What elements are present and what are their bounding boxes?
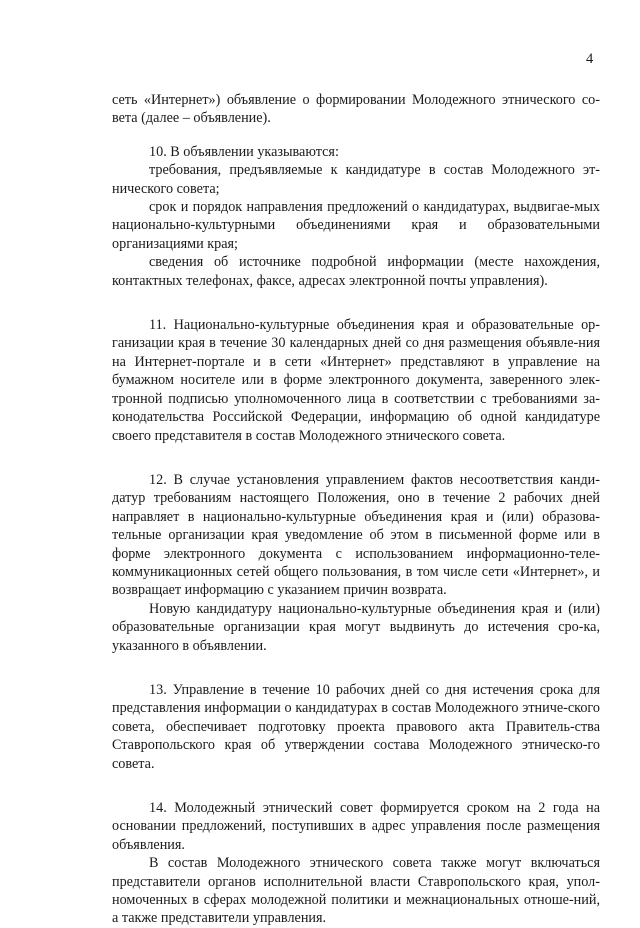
paragraph-10-deadline: срок и порядок направления предложений о кандидатурах, выдвигае-мых национально-культурными объединениями края и образовательными организациями края; bbox=[112, 199, 600, 252]
page-number: 4 bbox=[586, 51, 594, 67]
paragraph-14-composition: В состав Молодежного этнического совета также могут включаться представители органов исполнительной власти Ставропольского края, упол-номоченных в сферах молодежной политики и межнациональных отноше-ний, а также представители управления. bbox=[112, 855, 600, 927]
paragraph-14: 14. Молодежный этнический совет формируется сроком на 2 года на основании предложений, поступивших в адрес управления после размещения объявления. bbox=[112, 800, 600, 853]
document-body bbox=[112, 91, 600, 928]
paragraph-10-requirements: требования, предъявляемые к кандидатуре в состав Молодежного эт-нического совета; bbox=[112, 162, 600, 197]
paragraph-13: 13. Управление в течение 10 рабочих дней со дня истечения срока для представления информации о кандидатурах в состав Молодежного этниче-ского совета, обеспечивает подготовку проекта правового акта Правитель-ства Ставропольского края об утверждении состава Молодежного этническо-го совета. bbox=[112, 681, 600, 772]
paragraph-12-new-candidate: Новую кандидатуру национально-культурные объединения края и (или) образовательные организации края могут выдвинуть до истечения сро-ка, указанного в объявлении. bbox=[112, 600, 600, 654]
paragraph-10-heading: 10. В объявлении указываются: bbox=[149, 143, 339, 160]
paragraph-12: 12. В случае установления управлением фактов несоответствия канди-датур требованиям настоящего Положения, оно в течение 2 рабочих дней направляет в национально-культурные объединения края и (или) образова-тельные организации края уведомление об этом в письменной форме или в форме электронного документа с использованием информационно-теле-коммуникационных сетей общего пользования, в том числе сети «Интернет», и возвращает информацию с указанием причин возврата. bbox=[112, 471, 600, 599]
paragraph-11: 11. Национально-культурные объединения края и образовательные ор-ганизации края в течение 30 календарных дней со дня размещения объявле-ния на Интернет-портале и в сети «Интернет» представляют в управление на бумажном носителе или в форме электронного документа, заверенного элек-тронной подписью уполномоченного лица в соответствии с требованиями за-конодательства Российской Федерации, информацию об одной кандидатуре своего представителя в состав Молодежного этнического совета. bbox=[112, 317, 600, 444]
paragraph-intro-continuation: сеть «Интернет») объявление о формировании Молодежного этнического со-вета (далее – объявление). bbox=[112, 92, 600, 127]
paragraph-10-info-source: сведения об источнике подробной информации (месте нахождения, контактных телефонах, факсе, адресах электронной почты управления). bbox=[112, 254, 600, 289]
